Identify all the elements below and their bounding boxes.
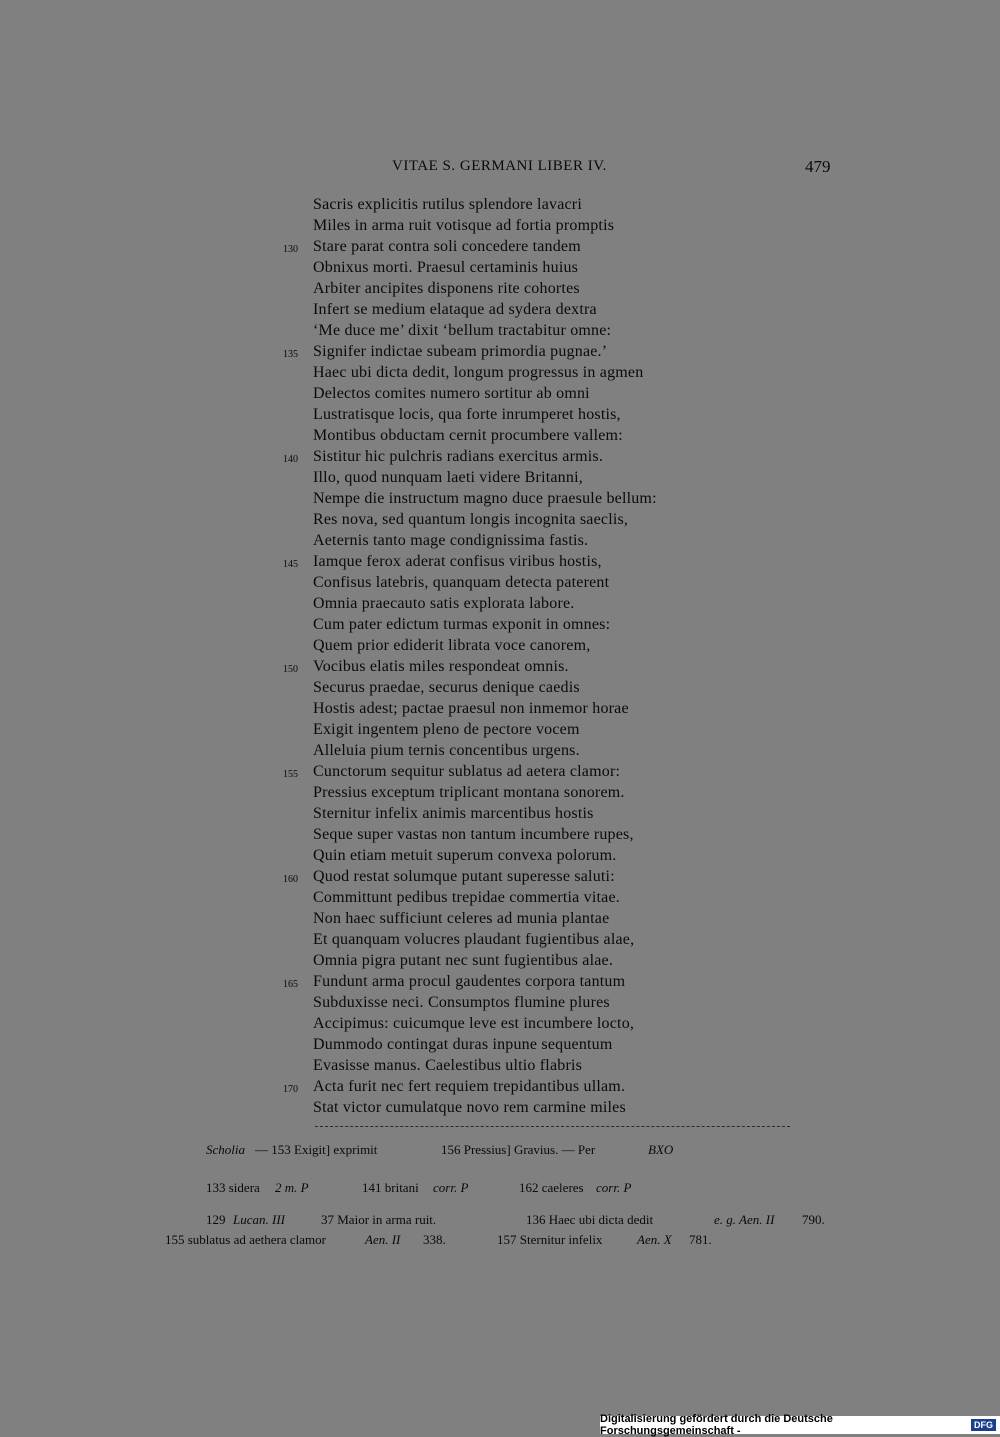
verse-line <box>0 826 1000 847</box>
verse-number: 135 <box>283 349 298 360</box>
verse-line <box>0 994 1000 1015</box>
verse-text: Non haec sufficiunt celeres ad munia plantae <box>313 910 610 927</box>
verse-line <box>0 574 1000 595</box>
apparatus-141-siglum: corr. P <box>433 1180 469 1195</box>
verse-text: Illo, quod nunquam laeti videre Britanni, <box>313 469 583 486</box>
verse-text: Subduxisse neci. Consumptos flumine plures <box>313 994 610 1011</box>
verse-line <box>0 658 1000 679</box>
verse-number: 145 <box>283 559 298 570</box>
verse-line <box>0 1036 1000 1057</box>
scholia-label: Scholia <box>206 1142 245 1157</box>
verse-text: Aeternis tanto mage condignissima fastis. <box>313 532 589 549</box>
verse-text: Pressius exceptum triplicant montana sonorem. <box>313 784 625 801</box>
verse-line <box>0 553 1000 574</box>
verse-line <box>0 763 1000 784</box>
verse-line <box>0 238 1000 259</box>
source-136-text: 136 Haec ubi dicta dedit <box>526 1212 654 1227</box>
verse-text: Alleluia pium ternis concentibus urgens. <box>313 742 580 759</box>
verse-line <box>0 196 1000 217</box>
apparatus-133: 133 sidera <box>206 1180 260 1195</box>
verse-text: Stat victor cumulatque novo rem carmine miles <box>313 1099 626 1116</box>
verse-number: 130 <box>283 244 298 255</box>
verse-text: Sacris explicitis rutilus splendore lavacri <box>313 196 582 213</box>
source-155-text: 155 sublatus ad aethera clamor <box>165 1232 326 1247</box>
verse-text: Dummodo contingat duras inpune sequentum <box>313 1036 613 1053</box>
source-157-ref: 781. <box>689 1232 712 1247</box>
verse-line <box>0 322 1000 343</box>
source-157-work: Aen. X <box>637 1232 672 1247</box>
verse-line <box>0 343 1000 364</box>
poem-text <box>0 196 1000 1120</box>
footnote-divider <box>315 1126 790 1127</box>
source-155-work: Aen. II <box>365 1232 401 1247</box>
verse-text: Omnia pigra putant nec sunt fugientibus alae. <box>313 952 614 969</box>
verse-line <box>0 259 1000 280</box>
verse-line <box>0 448 1000 469</box>
source-129-text: 37 Maior in arma ruit. <box>321 1212 437 1227</box>
verse-text: Quem prior ediderit librata voce canorem, <box>313 637 591 654</box>
verse-line <box>0 721 1000 742</box>
source-129-work: Lucan. III <box>233 1212 285 1227</box>
verse-line <box>0 637 1000 658</box>
verse-line <box>0 700 1000 721</box>
verse-line <box>0 511 1000 532</box>
verse-text: Stare parat contra soli concedere tandem <box>313 238 581 255</box>
verse-line <box>0 1015 1000 1036</box>
verse-text: Confisus latebris, quanquam detecta paterent <box>313 574 610 591</box>
verse-text: Evasisse manus. Caelestibus ultio flabris <box>313 1057 583 1074</box>
verse-text: Vocibus elatis miles respondeat omnis. <box>313 658 569 675</box>
source-136-ref: 790. <box>802 1212 825 1227</box>
verse-line <box>0 532 1000 553</box>
verse-line <box>0 742 1000 763</box>
verse-text: Omnia praecauto satis explorata labore. <box>313 595 575 612</box>
verse-line <box>0 973 1000 994</box>
verse-line <box>0 1057 1000 1078</box>
verse-line <box>0 616 1000 637</box>
verse-line <box>0 784 1000 805</box>
verse-text: ‘Me duce me’ dixit ‘bellum tractabitur omne: <box>313 322 612 339</box>
verse-line <box>0 406 1000 427</box>
verse-text: Obnixus morti. Praesul certaminis huius <box>313 259 579 276</box>
verse-number: 155 <box>283 769 298 780</box>
verse-text: Committunt pedibus trepidae commertia vitae. <box>313 889 620 906</box>
dfg-credit-text: Digitalisierung gefördert durch die Deutsche Forschungsgemeinschaft - <box>600 1413 833 1437</box>
verse-number: 160 <box>283 874 298 885</box>
verse-text: Sistitur hic pulchris radians exercitus armis. <box>313 448 604 465</box>
verse-line <box>0 805 1000 826</box>
verse-text: Iamque ferox aderat confisus viribus hostis, <box>313 553 602 570</box>
verse-text: Res nova, sed quantum longis incognita saeclis, <box>313 511 629 528</box>
verse-text: Fundunt arma procul gaudentes corpora tantum <box>313 973 626 990</box>
verse-text: Arbiter ancipites disponens rite cohortes <box>313 280 580 297</box>
apparatus-133-siglum: 2 m. P <box>275 1180 309 1195</box>
apparatus-162: 162 caeleres <box>519 1180 584 1195</box>
verse-text: Delectos comites numero sortitur ab omni <box>313 385 590 402</box>
verse-line <box>0 679 1000 700</box>
verse-text: Montibus obductam cernit procumbere vallem: <box>313 427 623 444</box>
verse-line <box>0 952 1000 973</box>
verse-line <box>0 280 1000 301</box>
verse-text: Cum pater edictum turmas exponit in omnes: <box>313 616 611 633</box>
verse-text: Securus praedae, securus denique caedis <box>313 679 580 696</box>
verse-text: Sternitur infelix animis marcentibus hostis <box>313 805 594 822</box>
verse-line <box>0 595 1000 616</box>
source-129-num: 129 <box>206 1212 226 1227</box>
verse-text: Miles in arma ruit votisque ad fortia promptis <box>313 217 615 234</box>
verse-line <box>0 364 1000 385</box>
verse-line <box>0 427 1000 448</box>
verse-text: Et quanquam volucres plaudant fugientibus alae, <box>313 931 635 948</box>
running-header <box>0 158 1000 180</box>
running-title: VITAE S. GERMANI LIBER IV. <box>392 158 607 174</box>
verse-line <box>0 889 1000 910</box>
verse-line <box>0 1099 1000 1120</box>
verse-number: 140 <box>283 454 298 465</box>
verse-text: Hostis adest; pactae praesul non inmemor horae <box>313 700 629 717</box>
dfg-logo: DFG <box>971 1419 996 1431</box>
apparatus-141: 141 britani <box>362 1180 419 1195</box>
verse-text: Accipimus: cuicumque leve est incumbere locto, <box>313 1015 635 1032</box>
verse-line <box>0 868 1000 889</box>
verse-line <box>0 1078 1000 1099</box>
verse-number: 170 <box>283 1084 298 1095</box>
verse-text: Nempe die instructum magno duce praesule bellum: <box>313 490 657 507</box>
verse-text: Quod restat solumque putant superesse saluti: <box>313 868 615 885</box>
verse-line <box>0 490 1000 511</box>
verse-line <box>0 385 1000 406</box>
page-number: 479 <box>805 157 831 176</box>
scholia-siglum: BXO <box>648 1142 674 1157</box>
source-157-text: 157 Sternitur infelix <box>497 1232 603 1247</box>
verse-number: 165 <box>283 979 298 990</box>
verse-line <box>0 469 1000 490</box>
source-136-work: e. g. Aen. II <box>714 1212 775 1227</box>
verse-text: Quin etiam metuit superum convexa polorum. <box>313 847 617 864</box>
source-155-ref: 338. <box>423 1232 446 1247</box>
dfg-credit-bar <box>600 1413 1000 1437</box>
verse-line <box>0 847 1000 868</box>
verse-text: Signifer indictae subeam primordia pugnae.’ <box>313 343 608 360</box>
scholia-note-153: — 153 Exigit] exprimit <box>255 1142 378 1157</box>
verse-text: Seque super vastas non tantum incumbere rupes, <box>313 826 634 843</box>
verse-number: 150 <box>283 664 298 675</box>
verse-text: Infert se medium elataque ad sydera dextra <box>313 301 597 318</box>
verse-text: Exigit ingentem pleno de pectore vocem <box>313 721 580 738</box>
verse-text: Cunctorum sequitur sublatus ad aetera clamor: <box>313 763 621 780</box>
verse-line <box>0 301 1000 322</box>
scholia-note-156: 156 Pressius] Gravius. — Per <box>441 1142 596 1157</box>
verse-line <box>0 217 1000 238</box>
verse-text: Lustratisque locis, qua forte inrumperet hostis, <box>313 406 621 423</box>
verse-text: Haec ubi dicta dedit, longum progressus in agmen <box>313 364 644 381</box>
verse-line <box>0 931 1000 952</box>
apparatus-162-siglum: corr. P <box>596 1180 632 1195</box>
verse-line <box>0 910 1000 931</box>
verse-text: Acta furit nec fert requiem trepidantibus ullam. <box>313 1078 626 1095</box>
